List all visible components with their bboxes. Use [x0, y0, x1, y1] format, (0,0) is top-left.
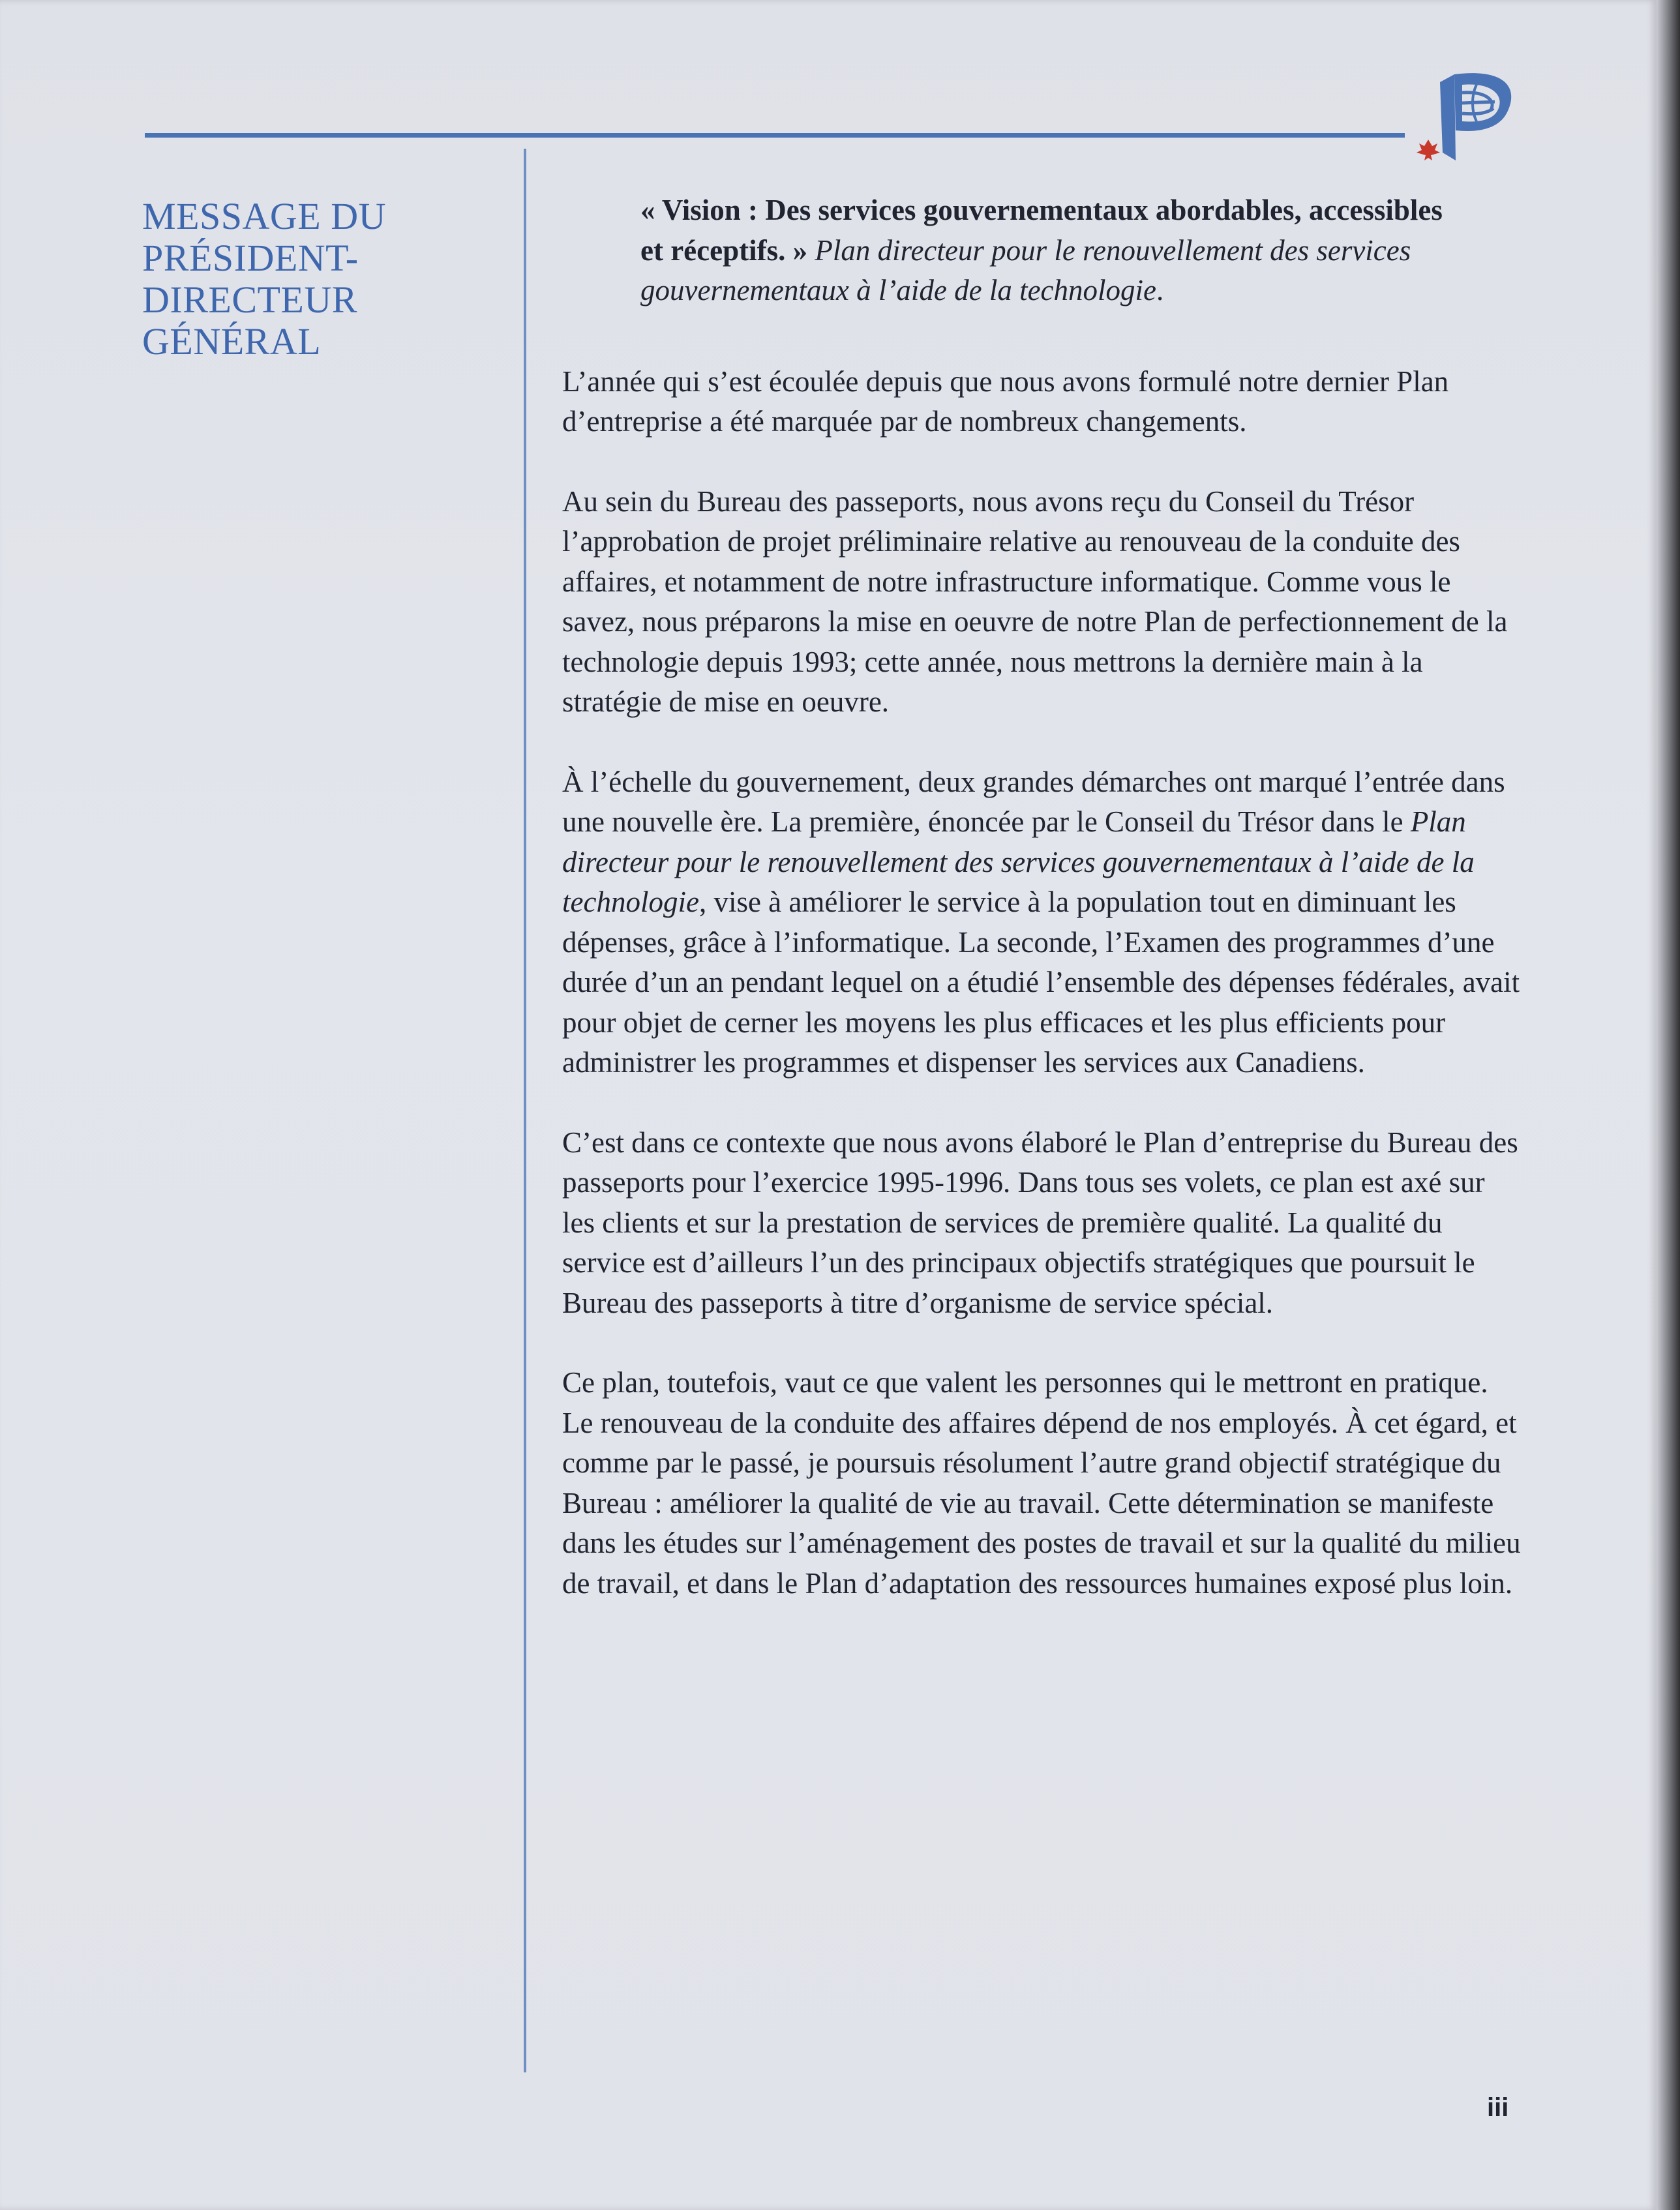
- passport-p-globe-maple-leaf-icon: [1409, 63, 1526, 173]
- page-edge-shadow: [1657, 0, 1680, 2210]
- quote-end: .: [1156, 274, 1164, 306]
- paragraph-italic: Plan directeur pour le renouvellement des services gouvernementaux à l’aide de la technologie: [562, 805, 1475, 918]
- column-divider: [524, 149, 526, 2072]
- paragraph: Au sein du Bureau des passeports, nous avons reçu du Conseil du Trésor l’approbation de projet préliminaire relative au renouveau de la conduite des affaires, et notamment de notre infrastructure informatique. Comme vous le savez, nous préparons la mise en oeuvre de notre Plan de perfectionnement de la technologie depuis 1993; cette année, nous mettrons la dernière main à la stratégie de mise en oeuvre.: [562, 485, 1508, 718]
- header-rule: [145, 133, 1405, 138]
- page-number: iii: [1487, 2093, 1509, 2122]
- heading-line: PRÉSIDENT-: [142, 237, 359, 279]
- paragraph: [562, 762, 1521, 1083]
- heading-line: MESSAGE DU: [142, 195, 386, 237]
- paragraph: C’est dans ce contexte que nous avons élaboré le Plan d’entreprise du Bureau des passeports pour l’exercice 1995-1996. Dans tous ses volets, ce plan est axé sur les clients et sur la prestation de services de première qualité. La qualité du service est d’ailleurs l’un des principaux objectifs stratégiques que poursuit le Bureau des passeports à titre d’organisme de service spécial.: [562, 1126, 1518, 1319]
- heading-line: DIRECTEUR: [142, 278, 357, 321]
- quote-bold: « Vision : Des services gouvernementaux abordables, accessibles et réceptifs. »: [640, 194, 1443, 267]
- body-text: [562, 190, 1521, 1643]
- vision-quote: [640, 190, 1443, 311]
- paragraph: L’année qui s’est écoulée depuis que nous avons formulé notre dernier Plan d’entreprise a été marquée par de nombreux changements.: [562, 365, 1449, 438]
- quote-source: Plan directeur pour le renouvellement des services gouvernementaux à l’aide de la technologie: [640, 233, 1411, 306]
- heading-line: GÉNÉRAL: [142, 320, 322, 363]
- paragraph-text: , vise à améliorer le service à la population tout en diminuant les dépenses, grâce à l’informatique. La seconde, l’Examen des programmes d’une durée d’un an pendant lequel on a étudié l’ensemble des dépenses fédérales, avait pour objet de cerner les moyens les plus efficaces et les plus efficients pour administrer les programmes et dispenser les services aux Canadiens.: [562, 886, 1520, 1079]
- section-heading: [142, 196, 481, 363]
- paragraph-text: À l’échelle du gouvernement, deux grandes démarches ont marqué l’entrée dans une nouvelle ère. La première, énoncée par le Conseil du Trésor dans le: [562, 765, 1505, 838]
- paragraph: Ce plan, toutefois, vaut ce que valent les personnes qui le mettront en pratique. Le renouveau de la conduite des affaires dépend de nos employés. À cet égard, et comme par le passé, je poursuis résolument l’autre grand objectif stratégique du Bureau : améliorer la qualité de vie au travail. Cette détermination se manifeste dans les études sur l’aménagement des postes de travail et sur la qualité du milieu de travail, et dans le Plan d’adaptation des ressources humaines exposé plus loin.: [562, 1366, 1521, 1600]
